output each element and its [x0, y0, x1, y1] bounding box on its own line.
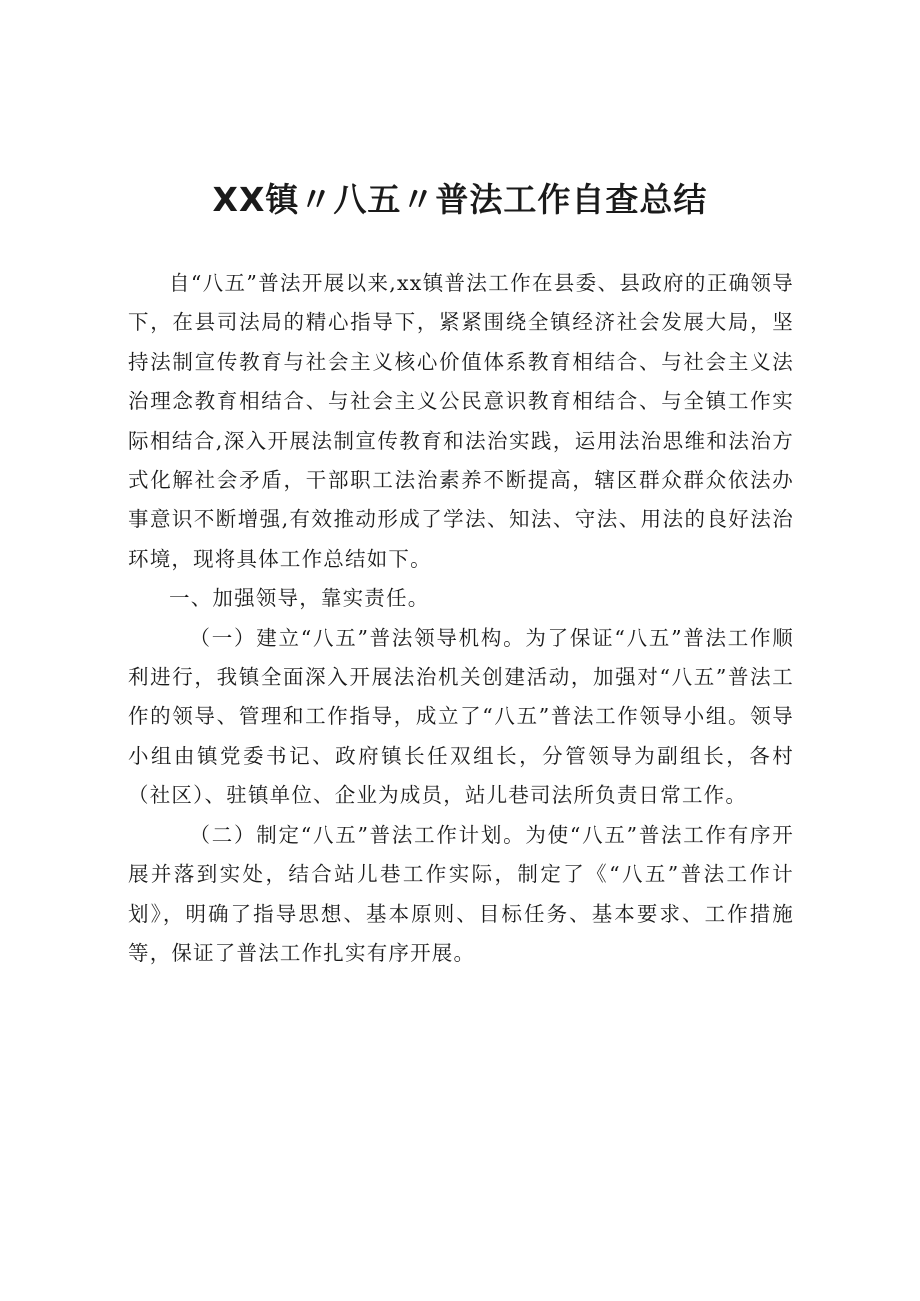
paragraph-leadership-body: （一）建立“八五”普法领导机构。为了保证“八五”普法工作顺利进行，我镇全面深入开展法治机关创建活动，加强对“八五”普法工作的领导、管理和工作指导，成立了“八五”普法工作领导小组。领导小组由镇党委书记、政府镇长任双组长，分管领导为副组长，各村（社区）、驻镇单位、企业为成员，站儿巷司法所负责日常工作。 [128, 625, 794, 808]
document-body [128, 264, 794, 973]
paragraph-work-plan: （二）制定“八五”普法工作计划。为使“八五”普法工作有序开展并落到实处，结合站儿巷工作实际，制定了《“八五”普法工作计划》，明确了指导思想、基本原则、目标任务、基本要求、工作措施等，保证了普法工作扎实有序开展。 [128, 822, 794, 965]
paragraph-intro: 自“八五”普法开展以来,xx镇普法工作在县委、县政府的正确领导下，在县司法局的精心指导下，紧紧围绕全镇经济社会发展大局，坚持法制宣传教育与社会主义核心价值体系教育相结合、与社会主义法治理念教育相结合、与社会主义公民意识教育相结合、与全镇工作实际相结合,深入开展法制宣传教育和法治实践，运用法治思维和法治方式化解社会矛盾，干部职工法治素养不断提高，辖区群众群众依法办事意识不断增强,有效推动形成了学法、知法、守法、用法的良好法治环境，现将具体工作总结如下。 [128, 271, 794, 571]
section-heading-1: 一、加强领导，靠实责任。 [169, 586, 430, 611]
document-title: XX镇〃八五〃普法工作自查总结 [212, 180, 708, 219]
